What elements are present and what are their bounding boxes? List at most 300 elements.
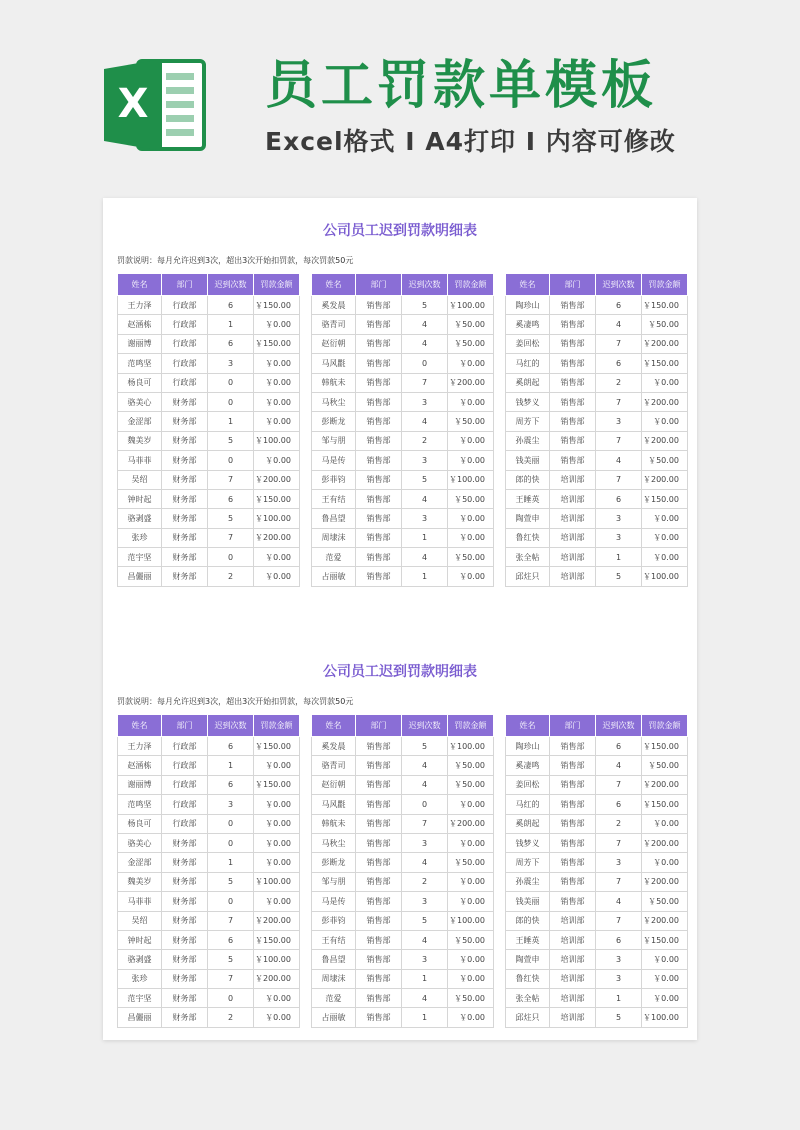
fine-amount: ￥150.00 [254,489,300,508]
employee-name: 范爱 [312,548,356,567]
late-count: 4 [402,930,448,949]
department: 销售部 [356,775,402,794]
fine-amount: ￥50.00 [448,853,494,872]
table-row [506,950,688,969]
fine-amount: ￥0.00 [448,833,494,852]
employee-name: 马风氍 [312,354,356,373]
employee-name: 骆美心 [118,392,162,411]
late-count: 0 [208,392,254,411]
table-row [118,334,300,353]
employee-name: 马红的 [506,354,550,373]
table-header-row [118,274,300,296]
fine-amount: ￥200.00 [254,969,300,988]
column-header: 迟到次数 [208,274,254,296]
department: 培训部 [550,969,596,988]
employee-name: 钱梦义 [506,833,550,852]
employee-name: 鲁红快 [506,969,550,988]
table-row [506,872,688,891]
table-row [312,795,494,814]
late-count: 6 [596,489,642,508]
fine-amount: ￥0.00 [642,969,688,988]
fine-table [311,273,494,587]
table-row [312,296,494,315]
employee-name: 骆青司 [312,756,356,775]
late-count: 7 [596,872,642,891]
fine-amount: ￥50.00 [642,892,688,911]
late-count: 0 [208,892,254,911]
table-row [506,412,688,431]
department: 培训部 [550,989,596,1008]
employee-name: 吴绍 [118,911,162,930]
employee-name: 彭断龙 [312,412,356,431]
table-header-row [118,715,300,737]
department: 财务部 [162,412,208,431]
fine-amount: ￥0.00 [254,315,300,334]
department: 销售部 [356,567,402,586]
table-row [312,412,494,431]
late-count: 6 [208,930,254,949]
employee-name: 金涩部 [118,853,162,872]
table-row [118,911,300,930]
late-count: 0 [208,548,254,567]
employee-name: 钱美丽 [506,892,550,911]
late-count: 6 [208,334,254,353]
column-header: 罚款金额 [448,274,494,296]
fine-amount: ￥0.00 [254,548,300,567]
fine-amount: ￥100.00 [254,950,300,969]
fine-amount: ￥0.00 [254,853,300,872]
department: 行政部 [162,296,208,315]
department: 销售部 [550,892,596,911]
late-count: 3 [596,853,642,872]
table-header-row [506,715,688,737]
table-row [506,315,688,334]
employee-name: 范鸣坚 [118,354,162,373]
late-count: 5 [596,1008,642,1027]
fine-amount: ￥150.00 [642,737,688,756]
table-row [312,548,494,567]
column-header: 姓名 [118,274,162,296]
late-count: 0 [208,833,254,852]
column-header: 部门 [356,274,402,296]
late-count: 3 [596,969,642,988]
late-count: 2 [596,373,642,392]
department: 销售部 [356,892,402,911]
column-header: 姓名 [312,715,356,737]
fine-amount: ￥0.00 [448,872,494,891]
employee-name: 昌儷丽 [118,567,162,586]
employee-name: 魏美岁 [118,431,162,450]
late-count: 5 [208,872,254,891]
late-count: 3 [402,451,448,470]
department: 培训部 [550,911,596,930]
table-row [118,470,300,489]
table-row [506,334,688,353]
late-count: 3 [402,833,448,852]
fine-amount: ￥50.00 [448,334,494,353]
department: 销售部 [550,373,596,392]
fine-amount: ￥150.00 [254,296,300,315]
employee-name: 鲁红快 [506,528,550,547]
table-row [506,911,688,930]
page-subtitle: Excel格式 Ⅰ A4打印 Ⅰ 内容可修改 [265,127,676,156]
late-count: 4 [596,315,642,334]
employee-name: 邹与朋 [312,872,356,891]
table-row [506,853,688,872]
table-row [312,756,494,775]
fine-amount: ￥0.00 [448,795,494,814]
employee-name: 周埭沫 [312,969,356,988]
late-count: 6 [596,930,642,949]
late-count: 0 [208,373,254,392]
fine-amount: ￥50.00 [448,989,494,1008]
table-row [118,853,300,872]
employee-name: 韩航未 [312,373,356,392]
fine-amount: ￥150.00 [254,930,300,949]
employee-name: 姜回松 [506,775,550,794]
table-row [312,814,494,833]
department: 财务部 [162,911,208,930]
fine-amount: ￥0.00 [642,950,688,969]
late-count: 4 [402,853,448,872]
late-count: 4 [596,892,642,911]
late-count: 0 [208,814,254,833]
late-count: 1 [402,567,448,586]
department: 财务部 [162,1008,208,1027]
fine-amount: ￥100.00 [254,872,300,891]
department: 销售部 [356,989,402,1008]
late-count: 4 [402,756,448,775]
employee-name: 张珍 [118,969,162,988]
late-count: 2 [208,567,254,586]
fine-amount: ￥0.00 [448,451,494,470]
fine-amount: ￥0.00 [448,950,494,969]
department: 销售部 [356,950,402,969]
late-count: 1 [402,1008,448,1027]
table-row [312,911,494,930]
department: 销售部 [356,853,402,872]
late-count: 7 [596,334,642,353]
fine-amount: ￥150.00 [254,334,300,353]
fine-amount: ￥0.00 [642,373,688,392]
department: 销售部 [356,489,402,508]
table-row [118,795,300,814]
late-count: 6 [208,489,254,508]
table-row [118,833,300,852]
fine-amount: ￥0.00 [448,892,494,911]
fine-amount: ￥200.00 [448,814,494,833]
column-header: 罚款金额 [448,715,494,737]
excel-logo-icon [100,55,210,155]
fine-amount: ￥100.00 [642,1008,688,1027]
fine-amount: ￥0.00 [642,989,688,1008]
table-row [312,853,494,872]
department: 培训部 [550,1008,596,1027]
department: 销售部 [356,354,402,373]
employee-name: 谢丽博 [118,775,162,794]
employee-name: 魏美岁 [118,872,162,891]
employee-name: 骆青司 [312,315,356,334]
department: 销售部 [356,756,402,775]
table-row [312,950,494,969]
employee-name: 谢丽博 [118,334,162,353]
column-header: 姓名 [312,274,356,296]
late-count: 3 [402,892,448,911]
department: 销售部 [356,528,402,547]
fine-amount: ￥100.00 [254,509,300,528]
department: 销售部 [550,756,596,775]
table-row [118,1008,300,1027]
employee-name: 马是传 [312,892,356,911]
table-row [506,470,688,489]
department: 销售部 [550,315,596,334]
column-header: 罚款金额 [254,715,300,737]
employee-name: 孙震尘 [506,872,550,891]
department: 销售部 [550,392,596,411]
employee-name: 马是传 [312,451,356,470]
employee-name: 王睡英 [506,930,550,949]
table-header-row [312,274,494,296]
table-row [118,392,300,411]
table-row [118,412,300,431]
employee-name: 彭断龙 [312,853,356,872]
fine-amount: ￥0.00 [254,989,300,1008]
department: 销售部 [550,795,596,814]
department: 财务部 [162,969,208,988]
employee-name: 奚凄鸣 [506,315,550,334]
fine-amount: ￥0.00 [448,392,494,411]
employee-name: 彭菲钧 [312,470,356,489]
table-row [506,892,688,911]
department: 销售部 [356,737,402,756]
late-count: 1 [402,969,448,988]
table-row [506,930,688,949]
department: 销售部 [550,354,596,373]
late-count: 7 [596,833,642,852]
employee-name: 骆剥盛 [118,950,162,969]
late-count: 5 [402,737,448,756]
column-header: 姓名 [506,715,550,737]
table-row [118,756,300,775]
department: 培训部 [550,930,596,949]
department: 销售部 [550,412,596,431]
fine-amount: ￥200.00 [642,392,688,411]
fine-amount: ￥0.00 [448,354,494,373]
department: 财务部 [162,567,208,586]
employee-name: 赵涵栋 [118,315,162,334]
fine-amount: ￥50.00 [448,412,494,431]
fine-amount: ￥0.00 [642,814,688,833]
department: 财务部 [162,892,208,911]
table-row [506,528,688,547]
late-count: 7 [402,814,448,833]
late-count: 4 [402,775,448,794]
table-row [506,451,688,470]
table-row [506,509,688,528]
late-count: 0 [208,989,254,1008]
fine-amount: ￥50.00 [448,775,494,794]
late-count: 4 [402,334,448,353]
table-row [312,737,494,756]
table-row [118,354,300,373]
fine-amount: ￥200.00 [642,872,688,891]
employee-name: 王力泽 [118,737,162,756]
table-row [118,892,300,911]
fine-amount: ￥0.00 [642,528,688,547]
column-header: 罚款金额 [642,274,688,296]
column-header: 罚款金额 [642,715,688,737]
department: 培训部 [550,548,596,567]
column-header: 姓名 [118,715,162,737]
fine-amount: ￥100.00 [254,431,300,450]
table-row [506,354,688,373]
fine-amount: ￥0.00 [254,392,300,411]
table-row [506,756,688,775]
fine-amount: ￥150.00 [642,354,688,373]
table-row [506,969,688,988]
employee-name: 郎的快 [506,911,550,930]
table-row [312,872,494,891]
fine-amount: ￥200.00 [254,528,300,547]
department: 行政部 [162,795,208,814]
fine-table [117,714,300,1028]
department: 行政部 [162,737,208,756]
late-count: 0 [208,451,254,470]
late-count: 6 [596,795,642,814]
employee-name: 马菲菲 [118,892,162,911]
department: 行政部 [162,334,208,353]
late-count: 3 [208,354,254,373]
column-header: 罚款金额 [254,274,300,296]
column-header: 迟到次数 [208,715,254,737]
table-row [118,950,300,969]
employee-name: 王有结 [312,930,356,949]
fine-amount: ￥150.00 [642,795,688,814]
late-count: 3 [402,950,448,969]
fine-amount: ￥200.00 [254,911,300,930]
employee-name: 彭菲钧 [312,911,356,930]
department: 销售部 [356,1008,402,1027]
fine-amount: ￥100.00 [448,296,494,315]
table-row [506,431,688,450]
table-row [506,795,688,814]
fine-amount: ￥150.00 [642,489,688,508]
late-count: 5 [402,296,448,315]
table-row [312,775,494,794]
fine-amount: ￥0.00 [254,833,300,852]
employee-name: 钟时起 [118,930,162,949]
late-count: 6 [208,296,254,315]
late-count: 3 [402,392,448,411]
department: 销售部 [550,872,596,891]
column-header: 部门 [550,274,596,296]
employee-name: 姜回松 [506,334,550,353]
table-row [312,969,494,988]
table-row [506,392,688,411]
department: 销售部 [550,833,596,852]
employee-name: 陶萱申 [506,509,550,528]
employee-name: 马红的 [506,795,550,814]
column-header: 迟到次数 [402,274,448,296]
employee-name: 骆美心 [118,833,162,852]
late-count: 2 [208,1008,254,1027]
department: 财务部 [162,930,208,949]
fine-amount: ￥0.00 [254,354,300,373]
employee-name: 赵衍朝 [312,775,356,794]
fine-amount: ￥100.00 [448,470,494,489]
employee-name: 范宇坚 [118,548,162,567]
late-count: 6 [596,737,642,756]
fine-table [117,273,300,587]
late-count: 4 [402,989,448,1008]
employee-name: 占丽敏 [312,1008,356,1027]
employee-name: 金涩部 [118,412,162,431]
table-row [506,489,688,508]
late-count: 4 [596,451,642,470]
department: 行政部 [162,814,208,833]
late-count: 7 [596,431,642,450]
late-count: 7 [208,969,254,988]
late-count: 1 [402,528,448,547]
fine-amount: ￥200.00 [642,833,688,852]
table-row [118,737,300,756]
late-count: 2 [402,431,448,450]
column-header: 部门 [162,274,208,296]
employee-name: 韩航未 [312,814,356,833]
page-title: 员工罚款单模板 [265,56,658,116]
fine-amount: ￥0.00 [448,969,494,988]
fine-amount: ￥0.00 [254,756,300,775]
table-row [118,989,300,1008]
table-row [118,528,300,547]
late-count: 3 [208,795,254,814]
table-row [118,451,300,470]
department: 培训部 [550,950,596,969]
late-count: 1 [208,315,254,334]
column-header: 迟到次数 [596,274,642,296]
fine-amount: ￥50.00 [448,756,494,775]
fine-amount: ￥150.00 [254,775,300,794]
section-title: 公司员工迟到罚款明细表 [323,223,477,239]
late-count: 1 [208,853,254,872]
fine-amount: ￥0.00 [642,412,688,431]
late-count: 7 [402,373,448,392]
late-count: 4 [402,548,448,567]
column-header: 姓名 [506,274,550,296]
table-row [312,930,494,949]
fine-amount: ￥50.00 [448,930,494,949]
fine-note: 罚款说明：每月允许迟到3次，超出3次开始扣罚款，每次罚款50元 [117,697,354,706]
late-count: 7 [596,392,642,411]
late-count: 3 [596,412,642,431]
late-count: 7 [596,775,642,794]
employee-name: 占丽敏 [312,567,356,586]
table-row [312,354,494,373]
table-row [506,296,688,315]
employee-name: 邱炷只 [506,567,550,586]
document-sheet [103,198,697,1040]
table-row [118,548,300,567]
late-count: 3 [596,528,642,547]
employee-name: 张全帖 [506,989,550,1008]
table-row [312,1008,494,1027]
table-row [312,833,494,852]
fine-amount: ￥200.00 [642,431,688,450]
table-row [506,567,688,586]
employee-name: 王力泽 [118,296,162,315]
late-count: 1 [596,989,642,1008]
fine-amount: ￥100.00 [642,567,688,586]
